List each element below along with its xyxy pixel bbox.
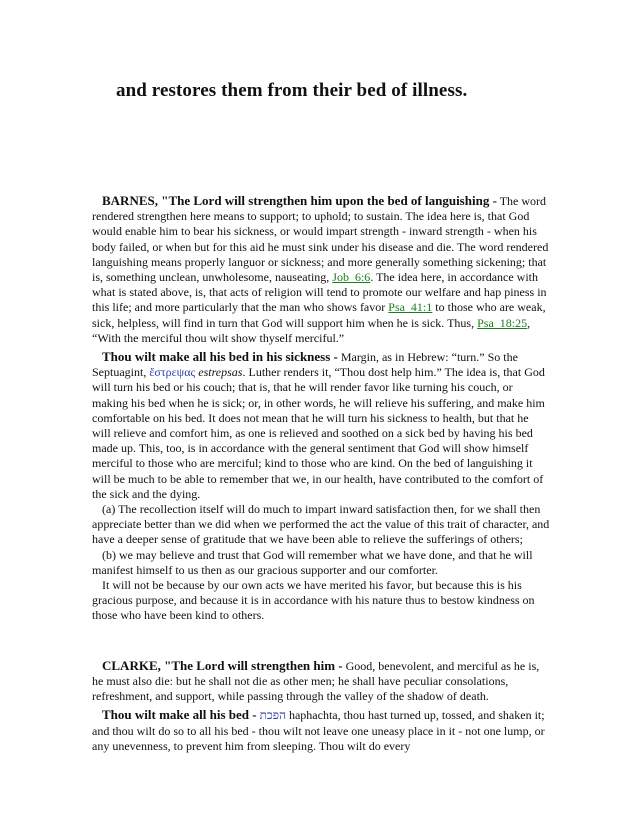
barnes-text-1b: . The idea here, in accordance with what is stated above, is, that acts of religion will tend to promote our welfare and hap piness in this life; and more particularly that the man who shows favor <box>92 270 547 315</box>
barnes-paragraph-3: (a) The recollection itself will do much to impart inward satisfaction then, for we shall then appreciate better than we did when we performed the act the value of this trait of character, and have a deeper sense of gratitude that we have been able to relieve the sufferings of others; <box>92 502 550 547</box>
clarke-text-1: Good, benevolent, and merciful as he is, he must also die: but he shall not die as other men; he shall have peculiar consolations, refreshment, and support, while passing through the valley of the shadow of death. <box>92 658 540 704</box>
transliteration: estrepsas <box>195 365 243 380</box>
barnes-text-1c: to those who are weak, sick, helpless, will find in turn that God will support him when he is sick. Thus, <box>92 300 546 330</box>
barnes-paragraph-5: It will not be because by our own acts we have merited his favor, but because this is his gracious purpose, and because it is in accordance with his nature thus to bestow kindness on those who have been kind to others. <box>92 578 535 623</box>
clarke-heading: CLARKE, "The Lord will strengthen him - <box>102 657 343 673</box>
greek-word: ἔστρεψας <box>149 365 196 380</box>
clarke-text-2: , thou hast turned up, tossed, and shaken it; and thou wilt do so to all his bed - thou wilt not leave one uneasy place in it - not one lump, or any unevenness, to prevent him from sleeping. Thou wilt do every <box>92 708 545 753</box>
barnes-text-2b: . Luther renders it, “Thou dost help him.” The idea is, that God will turn his bed or his couch; that is, that he will render favor like turning his couch, or making his bed when he is sick; or, in other words, he will relieve his suffering, and make him comfortable on his bed. It does not mean that he will turn his sickness to health, but that he will relieve and comfort him, as one is relieved and soothed on a sick bed by having his bed made up. This, too, is in accordance with the general sentiment that God will show himself merciful to those who are merciful; kind to those who are kind. On the bed of languishing it will be much to be able to remember that we, in our health, have contributed to the comfort of the sick and the dying. <box>92 365 545 501</box>
link-psa-41-1[interactable]: Psa_41:1 <box>388 300 433 315</box>
barnes-heading-2: Thou wilt make all his bed in his sickness - <box>102 349 338 365</box>
page-title: and restores them from their bed of illness. <box>116 80 468 101</box>
link-psa-18-25[interactable]: Psa_18:25 <box>477 315 528 330</box>
barnes-text-1d: , “With the merciful thou wilt show thyself merciful.” <box>92 315 531 345</box>
hebrew-word: הפכת <box>259 708 286 723</box>
clarke-paragraph-1 <box>92 658 550 705</box>
link-job-6-6[interactable]: Job_6:6 <box>332 270 371 285</box>
clarke-transliteration: haphachta <box>285 708 338 723</box>
barnes-text-2a: Margin, as in Hebrew: “turn.” So the Septuagint, <box>92 350 518 380</box>
clarke-paragraph-2 <box>92 707 550 754</box>
barnes-paragraph-1 <box>92 193 550 346</box>
barnes-heading: BARNES, "The Lord will strengthen him upon the bed of languishing - <box>102 193 497 208</box>
barnes-text-1a: The word rendered strengthen here means to support; to uphold; to sustain. The idea here is, that God would enable him to bear his sickness, or would impart strength - inward strength - when his body failed, or when but for this aid he must sink under his disease and die. The word rendered languishing means properly languor or sickness; and more generally something sickening; that is, something unclean, unwholesome, nauseating, <box>92 194 549 285</box>
barnes-paragraph-2 <box>92 349 550 502</box>
barnes-paragraph-4: (b) we may believe and trust that God will remember what we have done, and that he will manifest himself to us then as our gracious supporter and our comforter. <box>92 547 533 577</box>
commentary-body <box>92 193 550 754</box>
clarke-heading-2: Thou wilt make all his bed - <box>102 707 257 723</box>
